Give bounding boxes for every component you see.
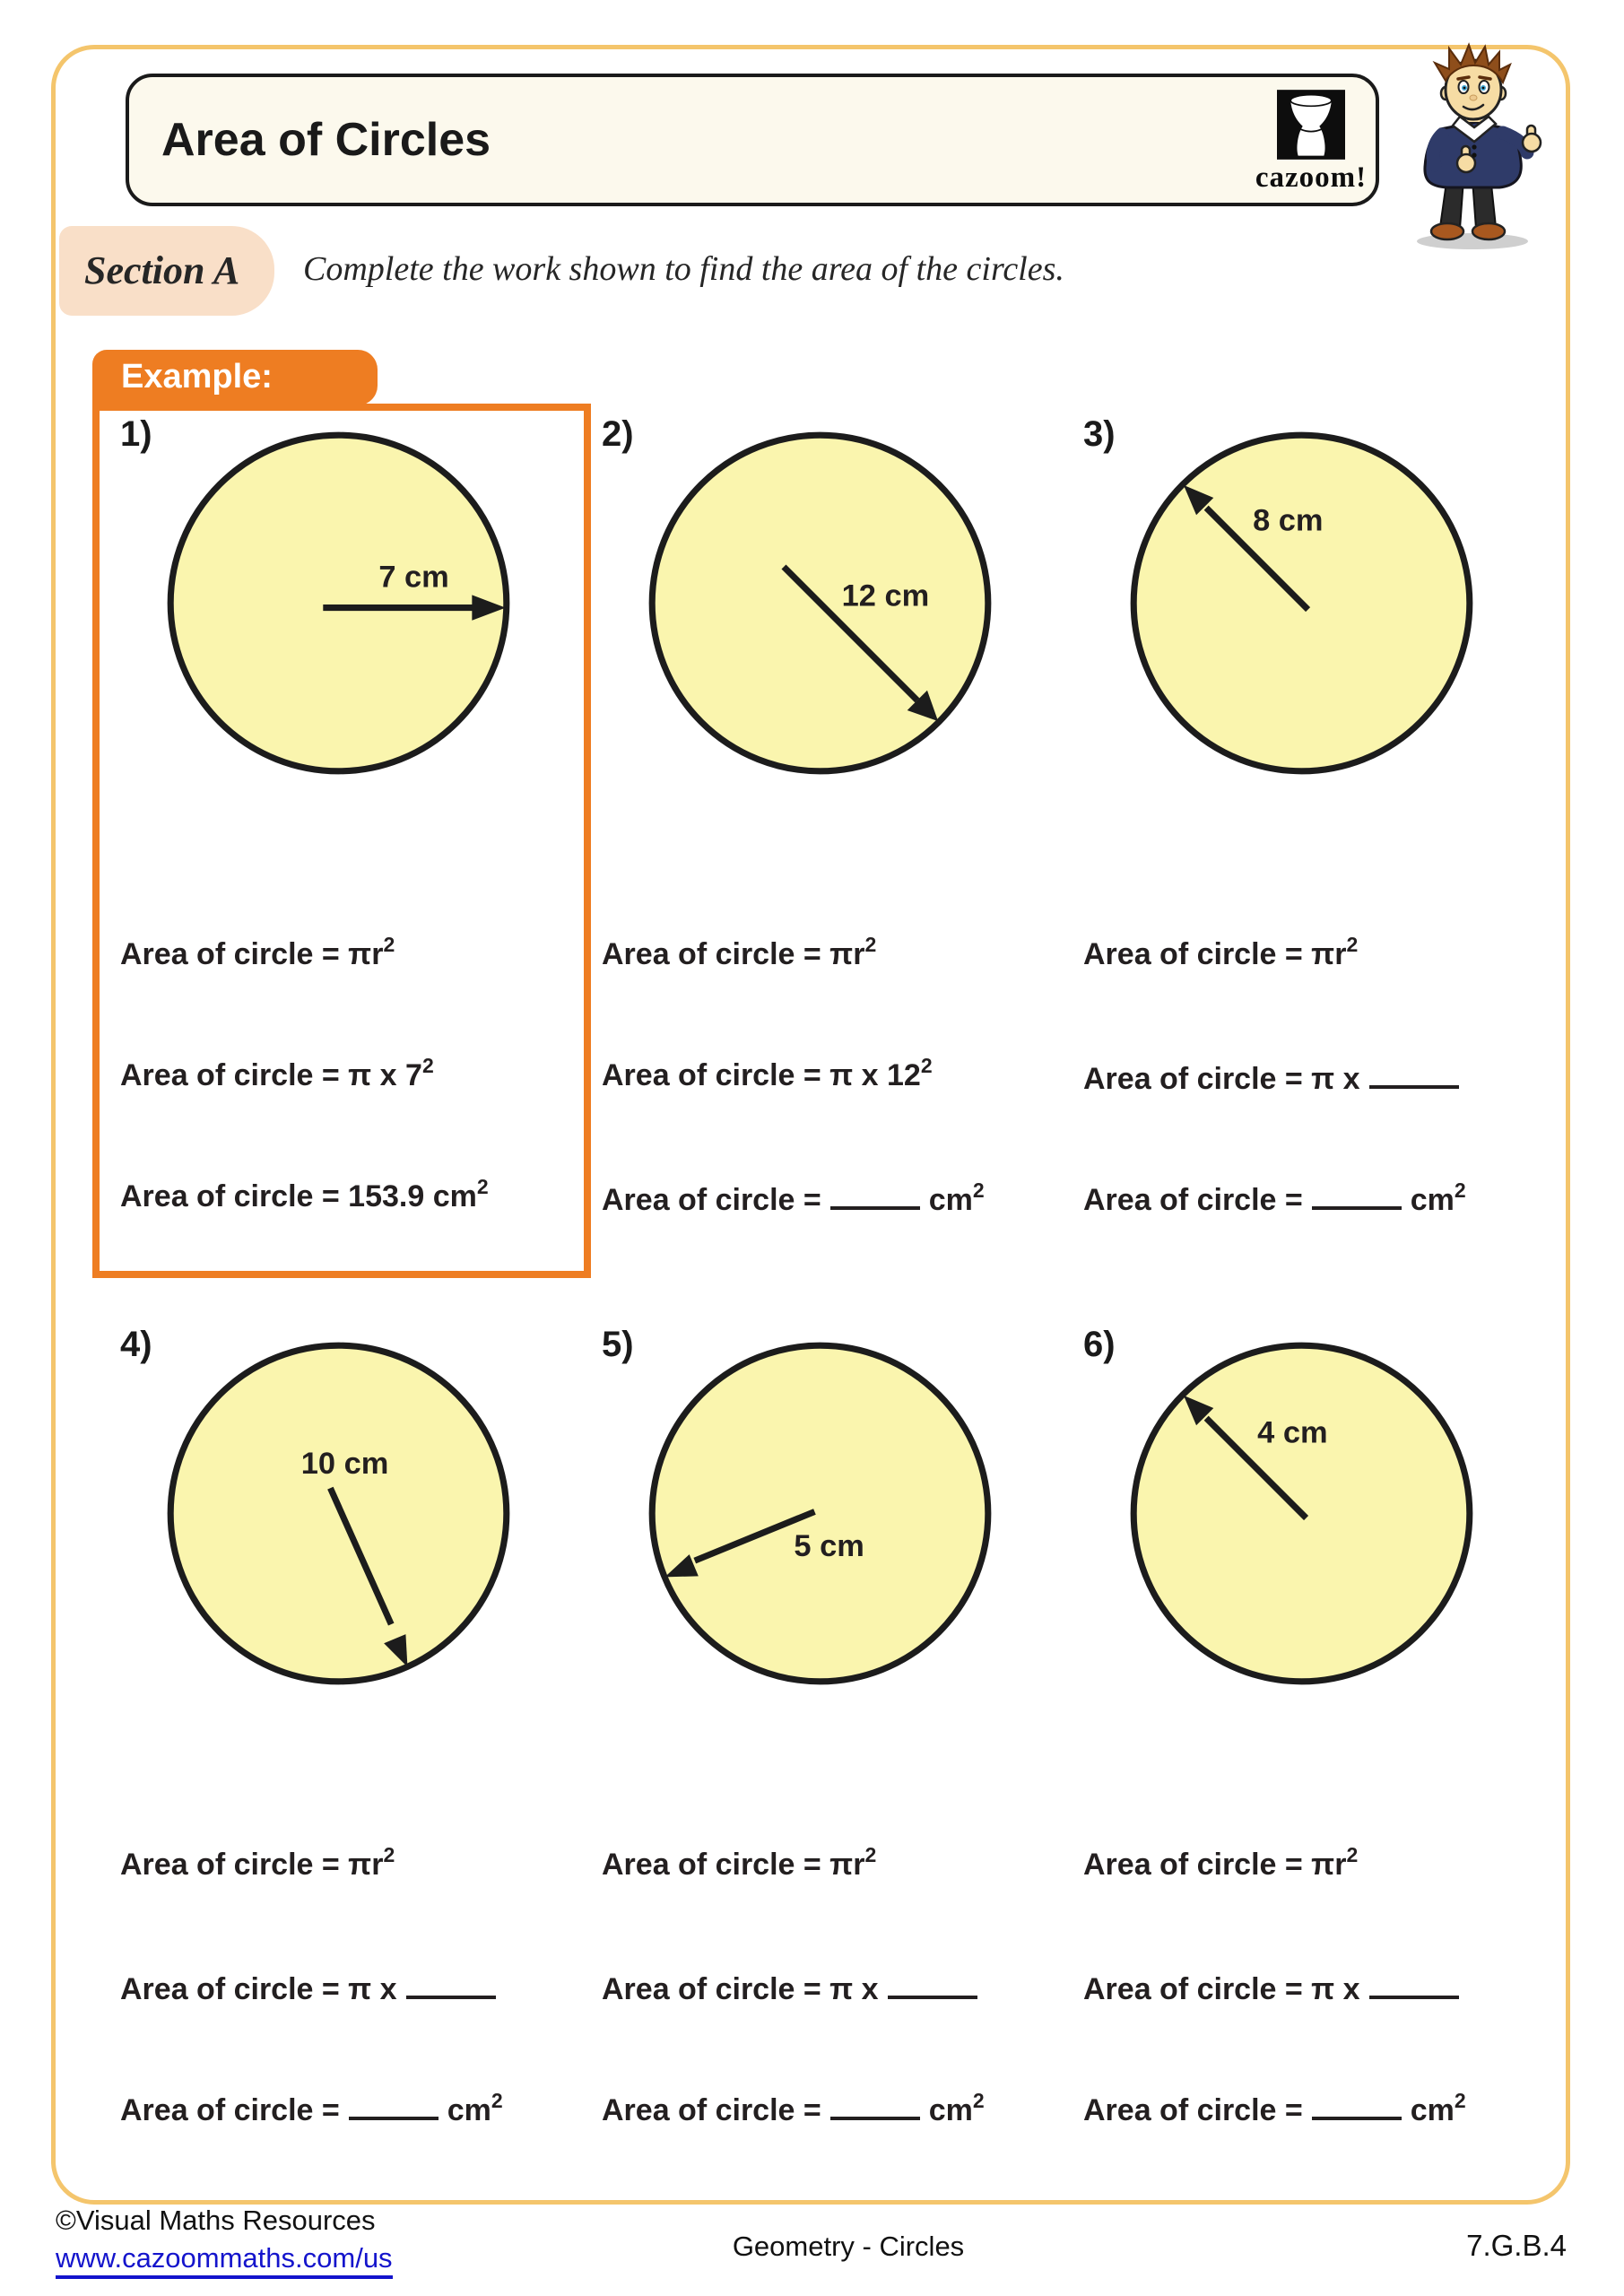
problem-number: 6) [1083, 1325, 1116, 1364]
equation-answer: Area of circle = $cm^2$ [120, 2089, 503, 2127]
equation-formula: Area of circle = $\pi r^2$ [120, 1843, 395, 1882]
equation-substitution: Area of circle = π x [1083, 1969, 1532, 2008]
equation-formula: Area of circle = $\pi r^2$ [602, 933, 877, 971]
circle-diagram-radius-up-left [1120, 422, 1483, 785]
problem-6 [1069, 1323, 1535, 2130]
radius-label: 7 cm [378, 560, 449, 595]
circle-diagram-radius-down-right [157, 1332, 520, 1695]
equation-formula: Area of circle = $\pi r^2$ [1083, 933, 1359, 971]
example-label: Example: [121, 358, 273, 396]
radius-label: 8 cm [1253, 503, 1324, 538]
answer-blank[interactable] [1312, 1179, 1402, 1210]
equation-formula: Area of circle = $\pi r^2$ [1083, 1843, 1359, 1882]
page-title: Area of Circles [161, 114, 491, 166]
footer-standard-code: 7.G.B.4 [1466, 2229, 1567, 2262]
problem-5 [587, 1323, 1054, 2130]
drum-icon [1277, 90, 1345, 160]
example-tab [92, 350, 378, 405]
radius-label: 12 cm [841, 578, 930, 613]
section-pill [59, 226, 274, 316]
equation-formula: Area of circle = $\pi r^2$ [120, 933, 395, 971]
problem-number: 1) [120, 414, 152, 454]
circle-diagram-radius-up-left [1120, 1332, 1483, 1695]
equation-answer: Area of circle = $cm^2$ [1083, 1178, 1466, 1217]
answer-blank[interactable] [1369, 1058, 1459, 1089]
problem-number: 4) [120, 1325, 152, 1364]
circle-diagram-radius-down-right [638, 422, 1002, 785]
answer-blank[interactable] [830, 2090, 920, 2120]
mascot-boy-illustration [1383, 41, 1571, 257]
equation-substitution: Area of circle = π x $12^2$ [602, 1054, 933, 1092]
equation-answer: Area of circle = $cm^2$ [1083, 2089, 1466, 2127]
equation-substitution: Area of circle = π x [120, 1969, 569, 2008]
circle-shape [652, 1345, 988, 1682]
problem-4 [106, 1323, 572, 2130]
answer-blank[interactable] [1369, 1969, 1459, 1999]
radius-label: 10 cm [300, 1446, 389, 1481]
circle-diagram-radius-right [157, 422, 520, 785]
equation-substitution: Area of circle = π x [602, 1969, 1050, 2008]
footer-website-link[interactable]: www.cazoommaths.com/us [56, 2242, 393, 2279]
answer-blank[interactable] [888, 1969, 977, 1999]
circle-diagram-radius-down-left [638, 1332, 1002, 1695]
equation-answer: Area of circle = 153.9 $cm^2$ [120, 1175, 489, 1213]
problem-2 [587, 413, 1054, 1220]
footer-copyright: ©Visual Maths Resources [56, 2205, 376, 2236]
section-label: Section A [84, 248, 240, 292]
problem-number: 2) [602, 414, 634, 454]
footer-subject: Geometry - Circles [732, 2231, 965, 2262]
answer-blank[interactable] [1312, 2090, 1402, 2120]
brand-name: cazoom! [1255, 161, 1368, 194]
cazoom-logo [1248, 90, 1374, 195]
title-box [126, 74, 1379, 206]
answer-blank[interactable] [349, 2090, 439, 2120]
equation-substitution: Area of circle = π x [1083, 1058, 1532, 1098]
section-instruction: Complete the work shown to find the area of the circles. [303, 250, 1064, 288]
equation-answer: Area of circle = $cm^2$ [602, 2089, 985, 2127]
equation-substitution: Area of circle = π x $7^2$ [120, 1054, 434, 1092]
problem-number: 3) [1083, 414, 1116, 454]
answer-blank[interactable] [406, 1969, 496, 1999]
problem-3 [1069, 413, 1535, 1220]
circle-shape [170, 435, 507, 771]
answer-blank[interactable] [830, 1179, 920, 1210]
radius-label: 4 cm [1257, 1415, 1328, 1450]
radius-label: 5 cm [794, 1529, 864, 1564]
equation-answer: Area of circle = $cm^2$ [602, 1178, 985, 1217]
equation-formula: Area of circle = $\pi r^2$ [602, 1843, 877, 1882]
problem-1 [106, 413, 572, 1220]
problem-number: 5) [602, 1325, 634, 1364]
